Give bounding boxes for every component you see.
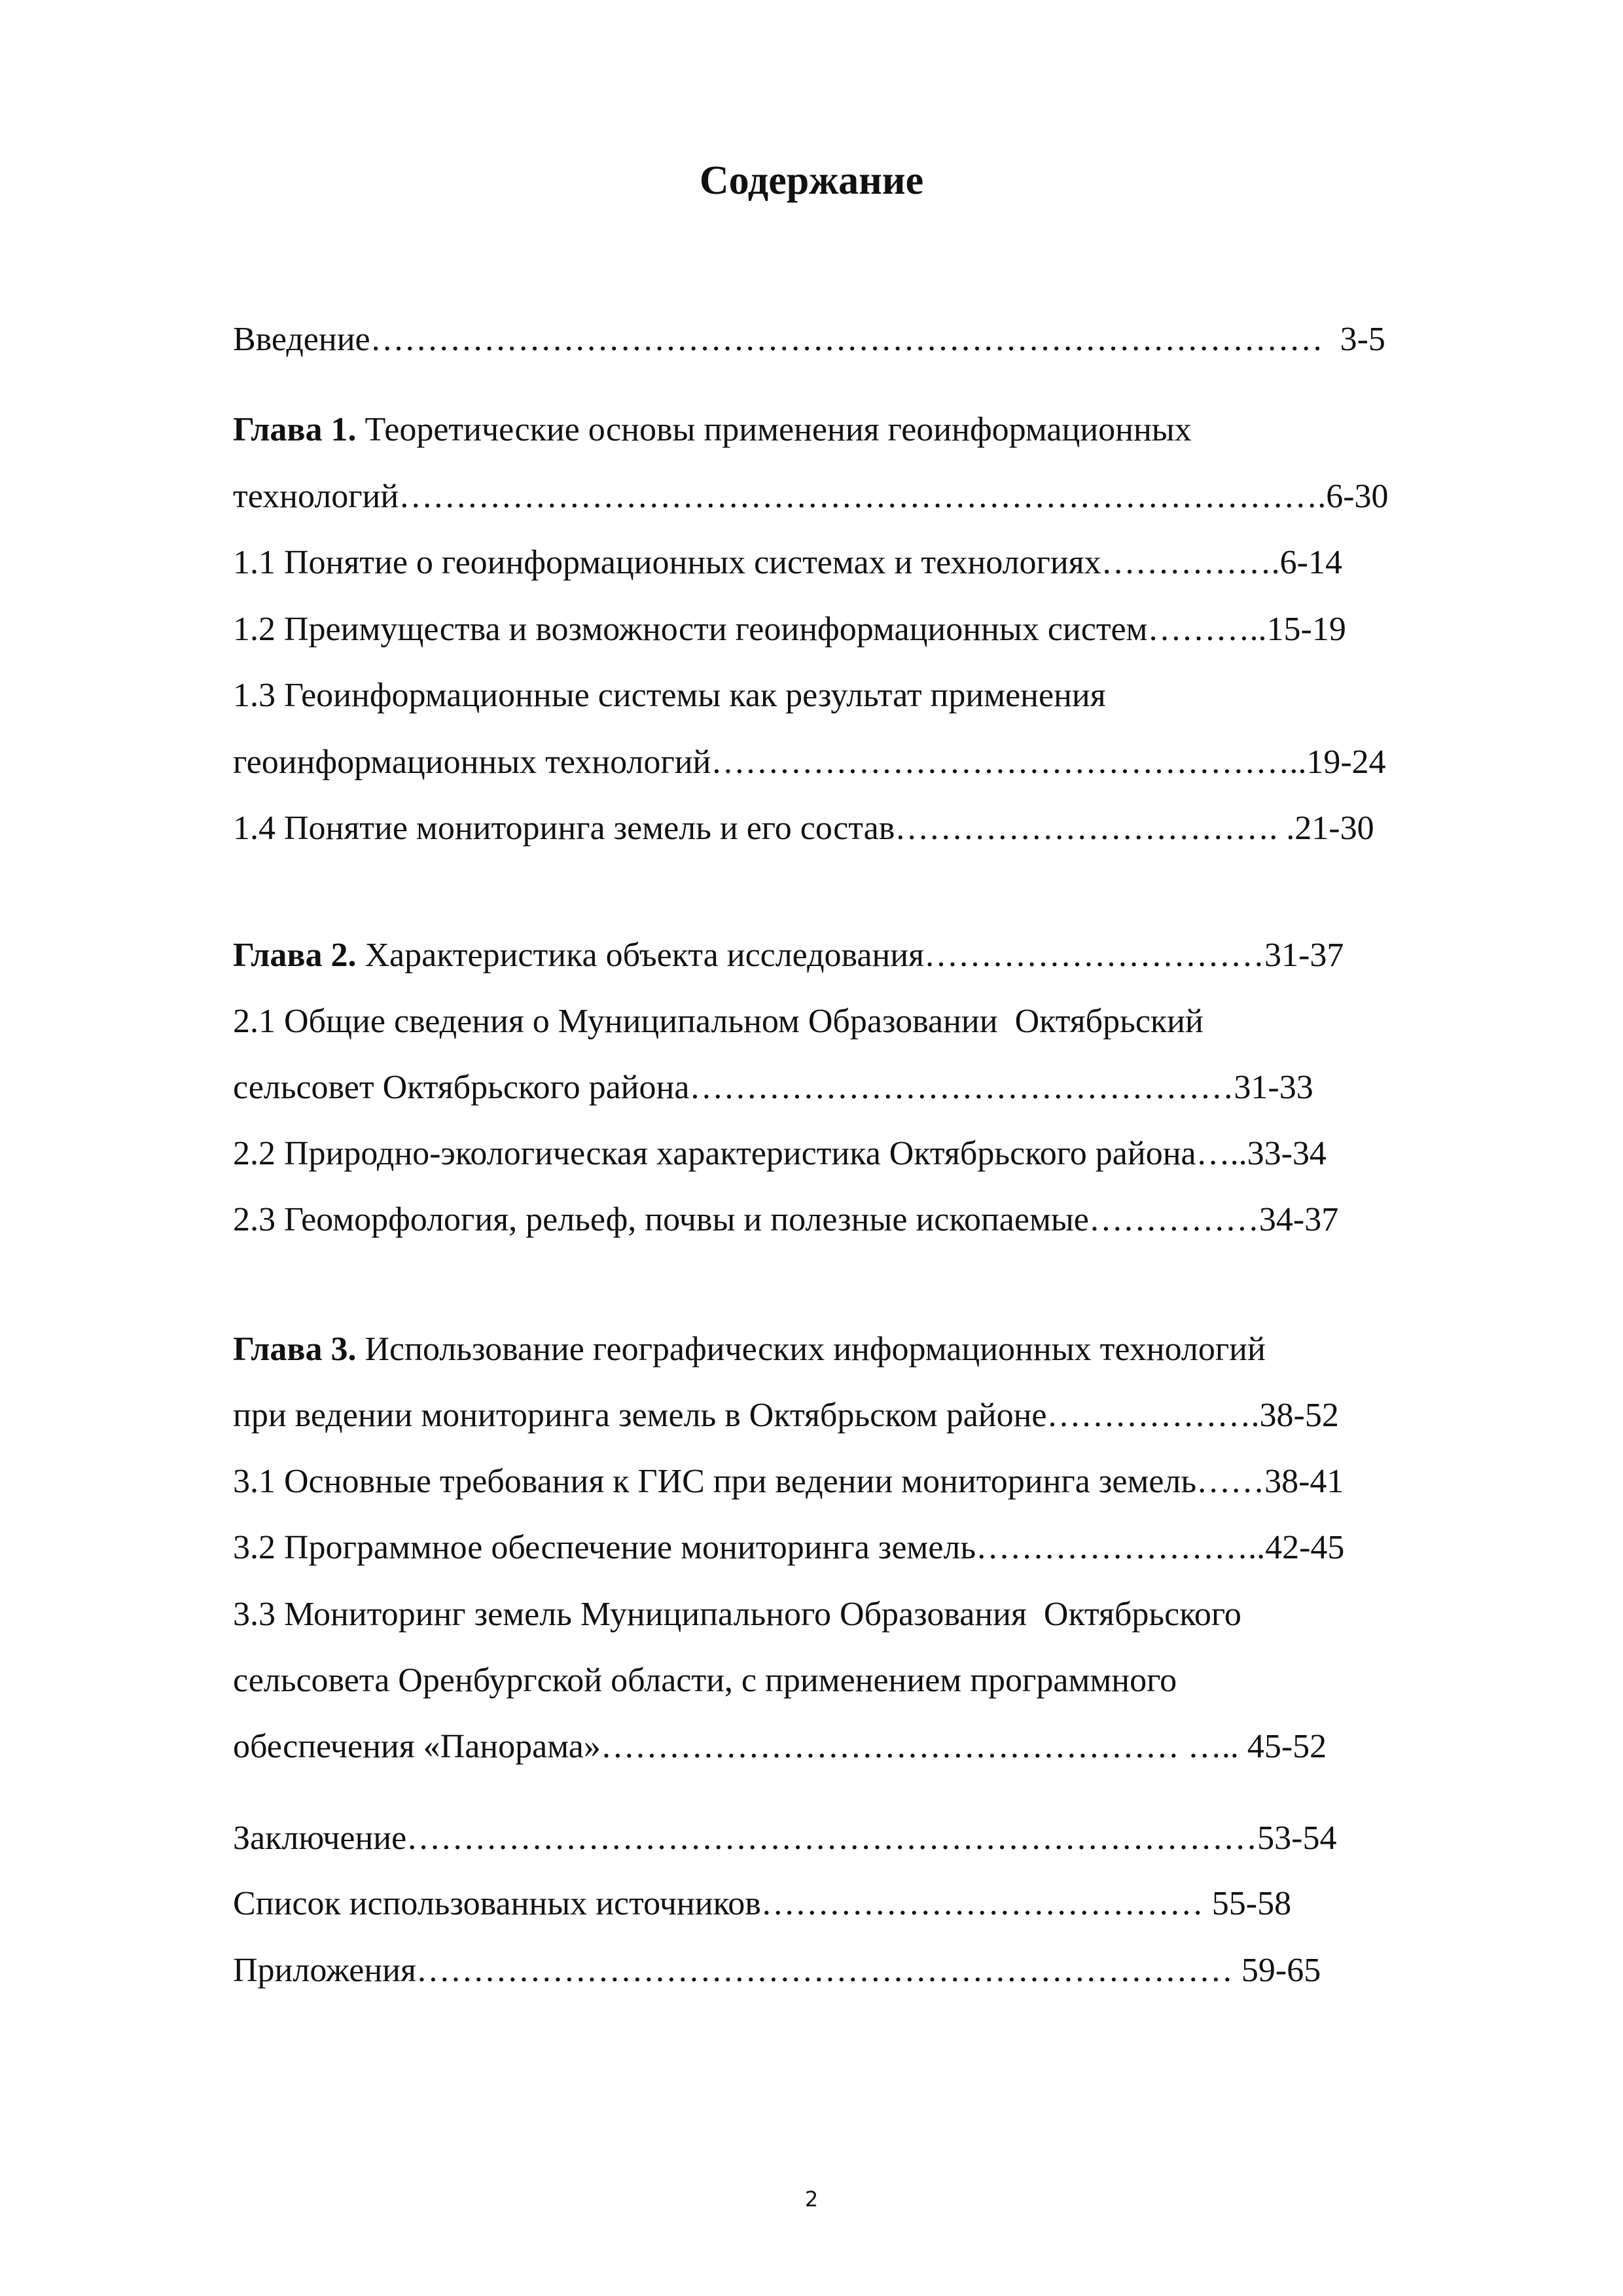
toc-entry-section-3-3-continued-2: обеспечения «Панорама»…………………………………………… ….. 45-52 bbox=[233, 1728, 1327, 1765]
toc-entry-section-1-3-continued: геоинформационных технологий……………………………………………..19-24 bbox=[233, 744, 1386, 781]
toc-entry-section-1-2: 1.2 Преимущества и возможности геоинформационных систем………..15-19 bbox=[233, 611, 1346, 648]
toc-entry-chapter-3-continued: при ведении мониторинга земель в Октябрьском районе……………….38-52 bbox=[233, 1397, 1339, 1434]
chapter-1-heading: Глава 1. bbox=[233, 411, 357, 448]
chapter-2-heading: Глава 2. bbox=[233, 937, 357, 974]
page-title: Содержание bbox=[699, 158, 924, 203]
toc-entry-chapter-1-continued: технологий……………………………………………………………………….6-30 bbox=[233, 478, 1389, 515]
toc-entry-chapter-1 bbox=[233, 401, 1192, 459]
toc-entry-section-1-3: 1.3 Геоинформационные системы как результат применения bbox=[233, 677, 1106, 714]
toc-entry-section-2-1-continued: сельсовет Октябрьского района…………………………………………31-33 bbox=[233, 1069, 1313, 1106]
toc-entry-section-2-3: 2.3 Геоморфология, рельеф, почвы и полезные ископаемые……………34-37 bbox=[233, 1201, 1339, 1238]
chapter-3-heading: Глава 3. bbox=[233, 1331, 357, 1368]
toc-entry-section-3-1: 3.1 Основные требования к ГИС при ведении мониторинга земель……38-41 bbox=[233, 1463, 1344, 1500]
toc-entry-section-3-3: 3.3 Мониторинг земель Муниципального Образования Октябрьского bbox=[233, 1596, 1241, 1633]
toc-entry-section-1-1: 1.1 Понятие о геоинформационных системах и технологиях…………….6-14 bbox=[233, 544, 1342, 581]
chapter-2-title: Характеристика объекта исследования…………………………31-37 bbox=[356, 937, 1344, 974]
toc-entry-appendix: Приложения……………………………………………………………… 59-65 bbox=[233, 1952, 1321, 1989]
toc-entry-section-1-4: 1.4 Понятие мониторинга земель и его состав……………………………. .21-30 bbox=[233, 810, 1374, 847]
toc-entry-conclusion: Заключение…………………………………………………………………53-54 bbox=[233, 1820, 1337, 1857]
toc-entry-chapter-3 bbox=[233, 1320, 1266, 1379]
toc-entry-section-2-1: 2.1 Общие сведения о Муниципальном Образовании Октябрьский bbox=[233, 1003, 1204, 1040]
toc-entry-section-2-2: 2.2 Природно-экологическая характеристика Октябрьского района…..33-34 bbox=[233, 1135, 1327, 1172]
toc-entry-introduction: Введение………………………………………………………………………… 3-5 bbox=[233, 321, 1385, 358]
toc-entry-sources: Список использованных источников………………………………… 55-58 bbox=[233, 1885, 1292, 1922]
chapter-3-title: Использование географических информационных технологий bbox=[356, 1331, 1266, 1368]
chapter-1-title: Теоретические основы применения геоинформационных bbox=[356, 411, 1192, 448]
toc-entry-section-3-3-continued-1: сельсовета Оренбургской области, с применением программного bbox=[233, 1662, 1177, 1699]
page-number: 2 bbox=[804, 2187, 819, 2212]
toc-entry-chapter-2 bbox=[233, 926, 1344, 985]
toc-entry-section-3-2: 3.2 Программное обеспечение мониторинга земель……………………..42-45 bbox=[233, 1529, 1345, 1566]
